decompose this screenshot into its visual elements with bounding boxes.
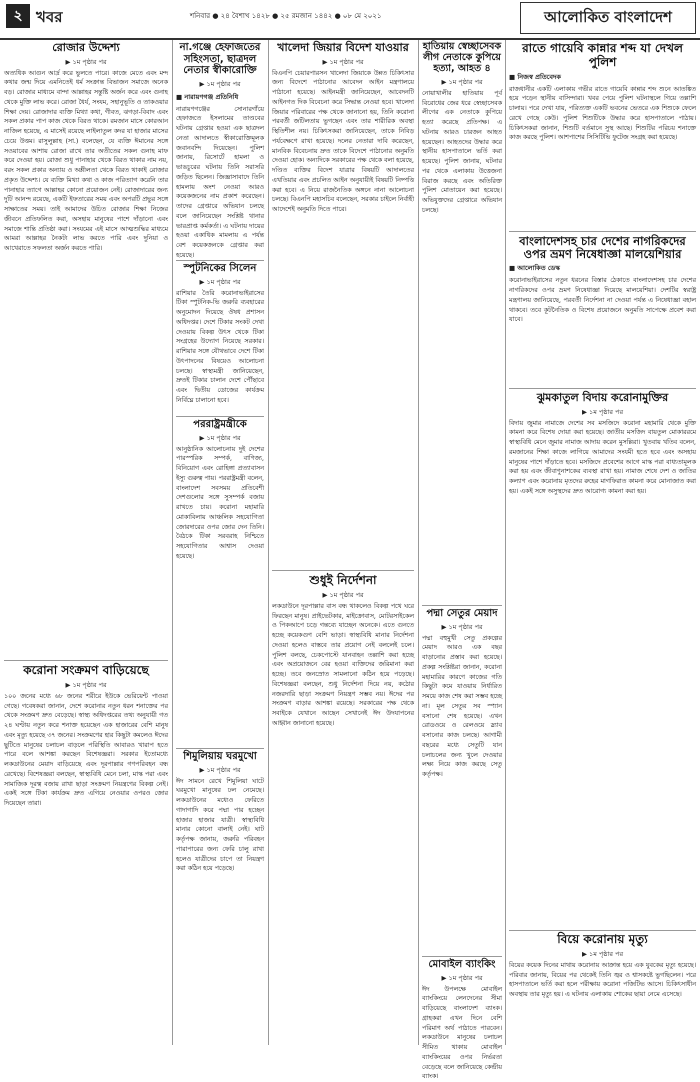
headline: মোবাইল ব্যাংকিং xyxy=(422,959,502,971)
article-corona xyxy=(4,664,168,1048)
continued-label: ▶ ১ম পৃষ্ঠার পর xyxy=(422,77,502,88)
headline: শিমুলিয়ায় ঘরমুখো xyxy=(176,751,264,763)
continued-label: ▶ ১ম পৃষ্ঠার পর xyxy=(422,973,502,984)
article-padma xyxy=(422,608,502,953)
article-body: বিএনপি চেয়ারপারসন খালেদা জিয়াকে উন্নত চিকিৎসার জন্য বিদেশে পাঠানোর আবেদন আইন মন্ত্রণালয়ে পাঠানো হয়েছে। আইনমন্ত্রী জানিয়েছেন, আবেদনটি আইনগত দিক বিবেচনা করে সিদ্ধান্ত নেওয়া হবে। খালেদা জিয়ার পরিবারের পক্ষ থেকে জানানো হয়, তিনি করোনা পরবর্তী জটিলতায় ভুগছেন এবং তার শারীরিক অবস্থা স্থিতিশীল নয়। চিকিৎসকরা জানিয়েছেন, তাকে নিবিড় পর্যবেক্ষণে রাখা হয়েছে। দলের নেতারা দাবি করেছেন, মানবিক বিবেচনায় দ্রুত তাকে বিদেশে পাঠানোর অনুমতি দেওয়া হোক। অন্যদিকে সরকারের পক্ষ থেকে বলা হয়েছে, দণ্ডিত ব্যক্তির বিদেশ যাত্রার বিষয়টি আদালতের এখতিয়ার এবং প্রচলিত আইন অনুযায়ীই বিষয়টি নিষ্পত্তি করা হবে। এ নিয়ে রাজনৈতিক অঙ্গনে নানা আলোচনা চলছে। বিএনপি মহাসচিব বলেছেন, সরকার চাইলে নির্বাহী আদেশেই অনুমতি দিতে পারে। xyxy=(272,69,414,215)
continued-label: ▶ ১ম পৃষ্ঠার পর xyxy=(176,433,264,444)
article-naganj xyxy=(176,42,264,257)
article-body: পদ্মা বহুমুখী সেতু প্রকল্পের মেয়াদ আরও এক বছর বাড়ানোর প্রস্তাব করা হয়েছে। প্রকল্প সংশ্লিষ্টরা জানান, করোনা মহামারির কারণে কাজের গতি কিছুটা কমে যাওয়ায় নির্ধারিত সময়ে কাজ শেষ করা সম্ভব হচ্ছে না। মূল সেতুর সব স্প্যান বসানো শেষ হয়েছে। এখন রোডওয়ে ও রেলওয়ে স্ল্যাব বসানোর কাজ চলছে। আগামী বছরের মধ্যে সেতুটি যান চলাচলের জন্য খুলে দেওয়ার লক্ষ্য নিয়ে কাজ করছে সেতু কর্তৃপক্ষ। xyxy=(422,634,502,780)
headline: রাতে গায়েবি কান্নার শব্দ যা দেখল পুলিশ xyxy=(509,42,696,70)
divider xyxy=(272,570,414,571)
article-body: আনুষ্ঠানিক আলোচনায় দুই দেশের পারস্পরিক সম্পর্ক, বাণিজ্য, বিনিয়োগ এবং রোহিঙ্গা প্রত্যাবাসন ইস্যু গুরুত্ব পায়। পররাষ্ট্রমন্ত্রী বলেন, বাংলাদেশ সবসময় প্রতিবেশী দেশগুলোর সঙ্গে সুসম্পর্ক বজায় রাখতে চায়। করোনা মহামারি মোকাবিলায় আঞ্চলিক সহযোগিতা জোরদারের ওপর জোর দেন তিনি। বৈঠকে টিকা সরবরাহ নিশ্চিতে সহযোগিতার আশ্বাস দেওয়া হয়েছে। xyxy=(176,445,264,562)
article-sputnik xyxy=(176,263,264,413)
headline: রোজার উদ্দেশ্য xyxy=(4,42,168,55)
article-body: ঈদ সামনে রেখে শিমুলিয়া ঘাটে ঘরমুখো মানুষের ঢল নেমেছে। লকডাউনের মধ্যেও ফেরিতে গাদাগাদি করে পদ্মা পার হচ্ছেন হাজার হাজার যাত্রী। স্বাস্থ্যবিধি মানার কোনো বালাই নেই। ঘাট কর্তৃপক্ষ জানায়, জরুরি পরিবহন পারাপারের জন্য ফেরি চালু রাখা হলেও যাত্রীদের চাপে তা নিয়ন্ত্রণ করা কঠিন হয়ে পড়েছে। xyxy=(176,777,264,875)
article-body: রাশিয়ার তৈরি করোনাভাইরাসের টিকা স্পুটনিক-ভি জরুরি ব্যবহারের অনুমোদন দিয়েছে ঔষধ প্রশাসন অধিদপ্তর। দেশে টিকার সংকট দেখা দেওয়ায় বিকল্প উৎস থেকে টিকা সংগ্রহের উদ্যোগ নিয়েছে সরকার। রাশিয়ার সঙ্গে যৌথভাবে দেশে টিকা উৎপাদনের বিষয়েও আলোচনা চলছে। স্বাস্থ্যমন্ত্রী জানিয়েছেন, দ্রুতই টিকার চালান দেশে পৌঁছাবে এবং দ্বিতীয় ডোজের কার্যক্রম নির্বিঘ্নে চালানো হবে। xyxy=(176,289,264,406)
article-shimulia xyxy=(176,751,264,1048)
continued-label: ▶ ১ম পৃষ্ঠার পর xyxy=(176,79,264,90)
article-bangla xyxy=(509,235,696,385)
divider xyxy=(509,231,696,232)
continued-label: ▶ ১ম পৃষ্ঠার পর xyxy=(509,949,696,960)
headline: শুধুই নির্দেশনা xyxy=(272,574,414,588)
article-rate xyxy=(509,42,696,227)
article-body: ১০০ জনের মধ্যে ৬৮ জনের শরীরে ইউকে ভেরিয়েন্ট পাওয়া গেছে। গবেষকরা জানান, দেশে করোনার নতুন ধরন শনাক্তের পর থেকে সংক্রমণ দ্রুত বেড়েছে। স্বাস্থ্য অধিদপ্তরের তথ্য অনুযায়ী গত ২৪ ঘণ্টায় নতুন করে শনাক্ত হয়েছেন এক হাজারের বেশি মানুষ এবং মৃত্যু হয়েছে ৩৭ জনের। সংক্রমণের হার কিছুটা কমলেও ঈদের ছুটিতে মানুষের চলাচল বাড়লে পরিস্থিতি আবারও খারাপ হতে পারে বলে আশঙ্কা করছেন বিশেষজ্ঞরা। সরকার ইতোমধ্যে লকডাউনের মেয়াদ বাড়িয়েছে এবং দূরপাল্লার গণপরিবহন বন্ধ রেখেছে। বিশেষজ্ঞরা বলছেন, স্বাস্থ্যবিধি মেনে চলা, মাস্ক পরা এবং সামাজিক দূরত্ব বজায় রাখা ছাড়া সংক্রমণ নিয়ন্ত্রণের বিকল্প নেই। একই সঙ্গে টিকা কার্যক্রম দ্রুত এগিয়ে নেওয়ার ওপরও জোর দিয়েছেন তারা। xyxy=(4,692,168,809)
page-number: ২ xyxy=(6,4,30,28)
continued-label: ▶ ১ম পৃষ্ঠার পর xyxy=(272,590,414,601)
headline: না.গঞ্জে হেফাজতের সহিংসতা, ছাত্রদল নেতার স্বীকারোক্তি xyxy=(176,42,264,77)
divider xyxy=(422,605,502,606)
page-header xyxy=(0,0,700,40)
headline: করোনা সংক্রমণ বাড়িয়েছে xyxy=(4,664,168,678)
article-body: নোয়াখালীর হাতিয়ায় পূর্ব বিরোধের জের ধরে স্বেচ্ছাসেবক লীগের এক নেতাকে কুপিয়ে হত্যা করেছে প্রতিপক্ষ। এ ঘটনায় আরও চারজন আহত হয়েছেন। আহতদের উদ্ধার করে স্থানীয় হাসপাতালে ভর্তি করা হয়েছে। পুলিশ জানায়, ঘটনার পর থেকে এলাকায় উত্তেজনা বিরাজ করছে এবং অতিরিক্ত পুলিশ মোতায়েন করা হয়েছে। অভিযুক্তদের গ্রেপ্তারে অভিযান চলছে। xyxy=(422,89,502,216)
date-line: শনিবার ● ২৪ বৈশাখ ১৪২৮ ● ২৫ রমজান ১৪৪২ ● ০৮ মে ২০২১ xyxy=(190,10,381,22)
masthead: আলোকিত বাংলাদেশ xyxy=(520,2,696,34)
section-title: খবর xyxy=(36,6,62,31)
divider xyxy=(422,956,502,957)
headline: হাতিয়ায় স্বেচ্ছাসেবক লীগ নেতাকে কুপিয়ে হত্যা, আহত ৪ xyxy=(422,42,502,75)
continued-label: ▶ ১ম পৃষ্ঠার পর xyxy=(509,407,696,418)
divider xyxy=(176,416,264,417)
headline: বাংলাদেশসহ চার দেশের নাগরিকদের ওপর ভ্রমণ নিষেধাজ্ঞা মালয়েশিয়ার xyxy=(509,235,696,261)
continued-label: ▶ ১ম পৃষ্ঠার পর xyxy=(4,680,168,691)
divider xyxy=(176,260,264,261)
continued-label: ▶ ১ম পৃষ্ঠার পর xyxy=(272,57,414,68)
headline: খালেদা জিয়ার বিদেশ যাওয়ার xyxy=(272,42,414,55)
article-jhumkatul xyxy=(509,392,696,927)
headline: ঝুমকাতুল বিদায় করোনামুক্তির xyxy=(509,392,696,405)
article-biye xyxy=(509,933,696,1048)
divider xyxy=(509,930,696,931)
article-body: বিদায় জুমার নামাজে দেশের সব মসজিদে করোনা মহামারি থেকে মুক্তি কামনা করে বিশেষ দোয়া করা হয়েছে। জাতীয় মসজিদ বায়তুল মোকাররমে স্বাস্থ্যবিধি মেনে জুমার নামাজ আদায় করেন মুসল্লিরা। খুতবায় খতিব বলেন, রমজানের শিক্ষা কাজে লাগিয়ে আমাদের সংযমী হতে হবে এবং অসহায় মানুষের পাশে দাঁড়াতে হবে। মসজিদে প্রবেশের আগে মাস্ক পরা বাধ্যতামূলক করা হয় এবং জীবাণুনাশকের ব্যবস্থা রাখা হয়। নামাজ শেষে দেশ ও জাতির কল্যাণ এবং করোনায় মৃতদের রুহের মাগফিরাত কামনা করে মোনাজাত করা হয়। একই সঙ্গে অসুস্থদের দ্রুত আরোগ্য কামনা করা হয়। xyxy=(509,419,696,497)
continued-label: ▶ ১ম পৃষ্ঠার পর xyxy=(176,277,264,288)
byline: ■ আলোকিত ডেস্ক xyxy=(509,263,696,274)
divider xyxy=(176,748,264,749)
continued-label: ▶ ১ম পৃষ্ঠার পর xyxy=(176,765,264,776)
column-rule xyxy=(505,40,506,1045)
article-khaleda xyxy=(272,42,414,567)
article-mobile xyxy=(422,959,502,1048)
article-body: করোনাভাইরাসের নতুন ধরনের বিস্তার ঠেকাতে বাংলাদেশসহ চার দেশের নাগরিকদের ওপর ভ্রমণ নিষেধাজ্ঞা দিয়েছে মালয়েশিয়া। দেশটির স্বরাষ্ট্র মন্ত্রণালয় জানিয়েছে, পরবর্তী নির্দেশনা না দেওয়া পর্যন্ত এ নিষেধাজ্ঞা বহাল থাকবে। তবে কূটনৈতিক ও বিশেষ প্রয়োজনে অনুমতি সাপেক্ষে প্রবেশ করা যাবে। xyxy=(509,276,696,325)
byline: ■ নিজস্ব প্রতিবেদক xyxy=(509,72,696,83)
article-body: অত্যধিক আগুন আর্দ্র করে ভুলতে পারে। কাজে মেতে এবং মন্দ কথার জন্ম দিয়ে এমনিতেই ধর্ম সংক্রান্ত বিভাজন সমাজে অনেক বড়। রোজার মাধ্যমে বান্দা আল্লাহর সন্তুষ্টি অর্জন করে এবং গুনাহ থেকে মুক্তি লাভ করে। রোজা ধৈর্য, সংযম, সহানুভূতি ও তাকওয়ার শিক্ষা দেয়। রোজাদার ব্যক্তি মিথ্যা কথা, গীবত, ঝগড়া-বিবাদ এবং সকল প্রকার পাপ কাজ থেকে বিরত থাকে। রমজান মাসে কোরআন নাজিল হয়েছে, এ মাসেই রয়েছে লাইলাতুল কদর যা হাজার মাসের চেয়ে উত্তম। রাসুলুল্লাহ (সা.) বলেছেন, যে ব্যক্তি ঈমানের সঙ্গে সওয়াবের আশায় রোজা রাখে তার অতীতের সকল গুনাহ মাফ করে দেওয়া হয়। রোজা শুধু পানাহার থেকে বিরত থাকার নাম নয়, বরং সকল প্রকার অন্যায় ও অশ্লীলতা থেকে বিরত থাকাই রোজার প্রকৃত উদ্দেশ্য। যে ব্যক্তি মিথ্যা কথা ও কাজ পরিত্যাগ করেনি তার পানাহার ত্যাগে আল্লাহর কোনো প্রয়োজন নেই। রোজাদারের জন্য দুটি আনন্দ রয়েছে, একটি ইফতারের সময় এবং অপরটি প্রভুর সঙ্গে সাক্ষাতের সময়। তাই আমাদের উচিত রোজার শিক্ষা নিজের জীবনে প্রতিফলিত করা, অসহায় মানুষের পাশে দাঁড়ানো এবং সমাজে শান্তি প্রতিষ্ঠা করা। সংযমের এই মাসে আত্মশুদ্ধির মাধ্যমে আমরা আল্লাহর নৈকট্য লাভ করতে পারি এবং দুনিয়া ও আখেরাতে সফলতা অর্জন করতে পারি। xyxy=(4,69,168,254)
column-rule xyxy=(418,40,419,1045)
article-shudhu xyxy=(272,574,414,1048)
article-roza xyxy=(4,42,168,657)
headline: পদ্মা সেতুর মেয়াদ xyxy=(422,608,502,620)
continued-label: ▶ ১ম পৃষ্ঠার পর xyxy=(422,622,502,633)
article-body: বিয়ের কয়েক দিনের মাথায় করোনায় আক্রান্ত হয়ে এক যুবকের মৃত্যু হয়েছে। পরিবার জানায়, বিয়ের পর থেকেই তিনি জ্বর ও শ্বাসকষ্টে ভুগছিলেন। পরে হাসপাতালে ভর্তি করা হলে পরীক্ষায় করোনা পজিটিভ আসে। চিকিৎসাধীন অবস্থায় তার মৃত্যু হয়। এ ঘটনায় এলাকায় শোকের ছায়া নেমে এসেছে। xyxy=(509,961,696,1000)
article-body: নারায়ণগঞ্জের সোনারগাঁয়ে হেফাজতে ইসলামের তাণ্ডবের ঘটনায় গ্রেপ্তার হওয়া এক ছাত্রদল নেতা আদালতে স্বীকারোক্তিমূলক জবানবন্দি দিয়েছেন। পুলিশ জানায়, রিসোর্টে হামলা ও ভাঙচুরের ঘটনায় তিনি সরাসরি জড়িত ছিলেন। জিজ্ঞাসাবাদে তিনি হামলায় অংশ নেওয়া আরও কয়েকজনের নাম প্রকাশ করেছেন। তাদের গ্রেপ্তারে অভিযান চলছে বলে জানিয়েছেন সংশ্লিষ্ট থানার ভারপ্রাপ্ত কর্মকর্তা। এ ঘটনায় দায়ের হওয়া একাধিক মামলায় এ পর্যন্ত বেশ কয়েকজনকে গ্রেপ্তার করা হয়েছে। xyxy=(176,105,264,261)
headline: বিয়ে করোনায় মৃত্যু xyxy=(509,933,696,947)
column-rule xyxy=(172,40,173,1045)
article-body: ঈদ উপলক্ষে মোবাইল ব্যাংকিংয়ে লেনদেনের সীমা বাড়িয়েছে বাংলাদেশ ব্যাংক। গ্রাহকরা এখন দিনে বেশি পরিমাণ অর্থ পাঠাতে পারবেন। লকডাউনে মানুষের চলাচল সীমিত থাকায় মোবাইল ব্যাংকিংয়ের ওপর নির্ভরতা বেড়েছে বলে জানিয়েছে কেন্দ্রীয় ব্যাংক। xyxy=(422,985,502,1082)
article-body: রাজধানীর একটি এলাকায় গভীর রাতে গায়েবি কান্নার শব্দ শুনে আতঙ্কিত হয়ে পড়েন স্থানীয় বাসিন্দারা। খবর পেয়ে পুলিশ ঘটনাস্থলে গিয়ে তল্লাশি চালায়। পরে দেখা যায়, পরিত্যক্ত একটি ভবনের ভেতরে এক শিশুকে ফেলে রেখে গেছে কেউ। পুলিশ শিশুটিকে উদ্ধার করে হাসপাতালে পাঠায়। চিকিৎসকরা জানান, শিশুটি বর্তমানে সুস্থ আছে। শিশুটির পরিচয় শনাক্তে কাজ করছে পুলিশ। আশপাশের সিসিটিভি ফুটেজ সংগ্রহ করা হয়েছে। xyxy=(509,85,696,144)
article-hatiya xyxy=(422,42,502,602)
continued-label: ▶ ১ম পৃষ্ঠার পর xyxy=(4,57,168,68)
headline: স্পুটনিকের সিলেন xyxy=(176,263,264,275)
byline: ■ নারায়ণগঞ্জ প্রতিনিধি xyxy=(176,92,264,103)
column-rule xyxy=(268,40,269,1045)
article-foreign xyxy=(176,419,264,744)
article-body: লকডাউনে দূরপাল্লার বাস বন্ধ থাকলেও বিকল্প পথে ঘরে ফিরছেন মানুষ। প্রাইভেটকার, মাইক্রোবাস, মোটরসাইকেল ও পিকআপে চড়ে গন্তব্যে যাচ্ছেন অনেকে। এতে গুনতে হচ্ছে কয়েকগুণ বেশি ভাড়া। স্বাস্থ্যবিধি মানার নির্দেশনা দেওয়া হলেও বাস্তবে তার প্রয়োগ নেই বললেই চলে। পুলিশ বলছে, চেকপোস্টে যানবাহন তল্লাশি করা হচ্ছে এবং অপ্রয়োজনে বের হওয়া ব্যক্তিদের জরিমানা করা হচ্ছে। তবে জনস্রোত সামলানো কঠিন হয়ে পড়েছে। বিশেষজ্ঞরা বলছেন, শুধু নির্দেশনা দিয়ে নয়, কঠোর নজরদারি ছাড়া সংক্রমণ নিয়ন্ত্রণ সম্ভব নয়। ঈদের পর সংক্রমণ বাড়ার আশঙ্কা রয়েছে। সরকারের পক্ষ থেকে সবাইকে যেখানে আছেন সেখানেই ঈদ উদযাপনের আহ্বান জানানো হয়েছে। xyxy=(272,602,414,729)
divider xyxy=(4,660,168,661)
headline: পররাষ্ট্রমন্ত্রীকে xyxy=(176,419,264,431)
divider xyxy=(509,388,696,389)
